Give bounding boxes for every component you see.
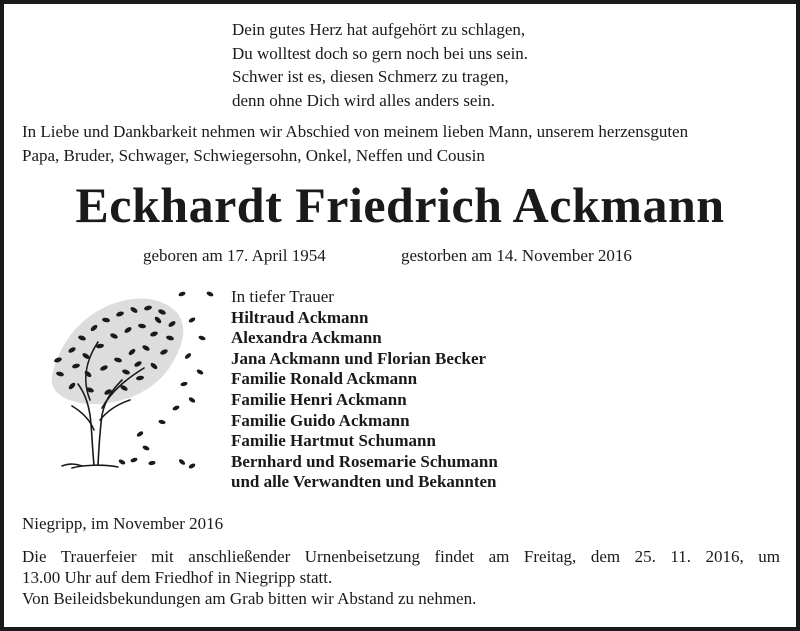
mourner: Familie Henri Ackmann [231, 389, 407, 409]
mourner: Familie Ronald Ackmann [231, 369, 418, 389]
death-date: gestorben am 14. November 2016 [401, 246, 632, 265]
mourner: und alle Verwandten und Bekannten [231, 472, 497, 492]
mourning-heading: In tiefer Trauer [231, 287, 334, 306]
mourners-list [231, 287, 498, 493]
mourner: Jana Ackmann und Florian Becker [231, 348, 487, 368]
mourner: Familie Hartmut Schumann [231, 431, 436, 451]
poem-line: Dein gutes Herz hat aufgehört zu schlagen, [232, 20, 526, 39]
funeral-notice-line: 13.00 Uhr auf dem Friedhof in Niegripp statt. [22, 568, 333, 587]
funeral-notice-line: Von Beileidsbekundungen am Grab bitten wir Abstand zu nehmen. [22, 589, 477, 608]
funeral-notice-line: Die Trauerfeier mit anschließender Urnenbeisetzung findet am Freitag, dem 25. 11. 2016, um [22, 547, 780, 566]
tree-with-falling-leaves-icon [42, 280, 220, 480]
intro-text [22, 120, 782, 167]
mourner: Bernhard und Rosemarie Schumann [231, 451, 498, 471]
poem-line: Schwer ist es, diesen Schmerz zu tragen, [232, 67, 509, 86]
mourner: Hiltraud Ackmann [231, 307, 369, 327]
deceased-name: Eckhardt Friedrich Ackmann [75, 177, 725, 233]
funeral-notice [22, 546, 780, 609]
intro-line: In Liebe und Dankbarkeit nehmen wir Abschied von meinem lieben Mann, unserem herzensguten [22, 122, 689, 141]
poem [232, 18, 528, 112]
poem-line: denn ohne Dich wird alles anders sein. [232, 90, 495, 110]
mourner: Alexandra Ackmann [231, 328, 382, 348]
intro-line: Papa, Bruder, Schwager, Schwiegersohn, Onkel, Neffen und Cousin [22, 145, 485, 165]
poem-line: Du wolltest doch so gern noch bei uns sein. [232, 43, 529, 63]
birth-date: geboren am 17. April 1954 [143, 246, 326, 265]
place-date: Niegripp, im November 2016 [22, 514, 224, 533]
mourner: Familie Guido Ackmann [231, 410, 410, 430]
obituary-card [4, 4, 796, 627]
